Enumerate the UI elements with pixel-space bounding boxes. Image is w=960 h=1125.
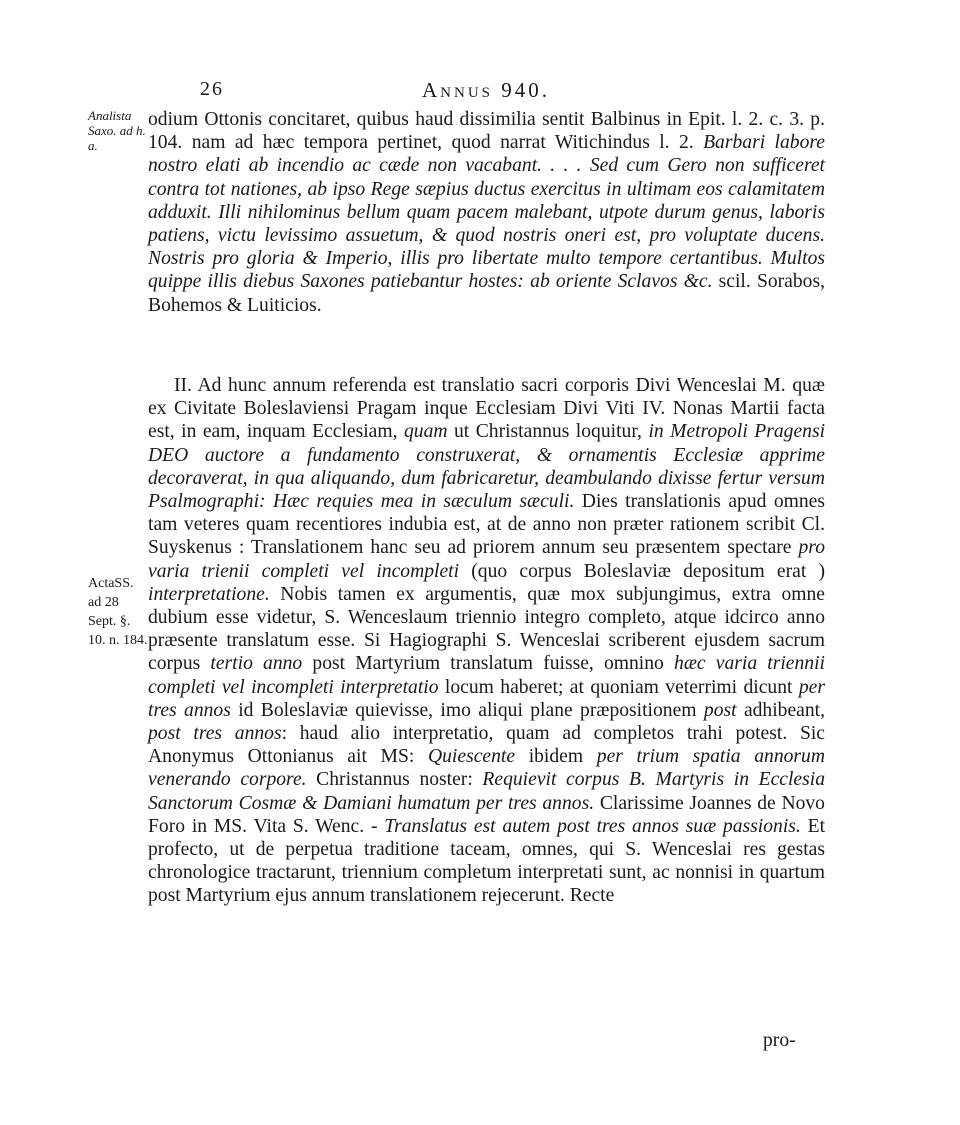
- italic-span: tertio anno: [210, 653, 303, 675]
- italic-span: Quiescente: [427, 746, 516, 768]
- text-span: ut Christannus loquitur,: [447, 421, 649, 443]
- text-span: (quo corpus Boleslaviæ depositum erat ): [459, 560, 825, 582]
- text-span: adhibeant,: [736, 699, 826, 721]
- text-span: scil. Sorabos, Bohemos & Luiticios.: [148, 271, 825, 316]
- page-header: [146, 78, 826, 108]
- italic-quote: Requievit corpus B. Martyris in Ecclesia Sanctorum Cosmæ & Damiani humatum per tres annos.: [148, 769, 825, 814]
- text-span: Nobis tamen ex argumentis, quæ mox subjungimus, extra omne dubium esse videtur, S. Wenceslaum triennio integro completo, atque idcirco anno præsente translatum esse. Si Hagiographi S. Wenceslai scriberent ejusdem sacrum corpus: [148, 583, 825, 675]
- paragraph-2: [148, 374, 825, 908]
- italic-span: hæc varia triennii completi vel incompleti interpretatio: [148, 653, 825, 698]
- italic-span: post: [703, 699, 737, 721]
- page-number: 26: [200, 78, 224, 100]
- text-span: : haud alio interpretatio, quam ad completos trahi potest. Sic Anonymus Ottonianus ait MS:: [148, 723, 825, 768]
- text-span: II. Ad hunc annum referenda est translatio sacri corporis Divi Wenceslai M. quæ ex Civitate Boleslaviensi Pragam inque Ecclesiam Divi Viti IV. Nonas Martii facta est, in eam, inquam Ecclesiam,: [148, 375, 825, 443]
- italic-span: per tres annos: [148, 676, 825, 721]
- text-span: Et profecto, ut de perpetua traditione taceam, omnes, qui S. Wenceslai res gestas chronologice tractarunt, triennium completum interpretati sunt, ac nonnisi in quartum post Martyrium ejus annum translationem rejecerunt. Recte: [148, 815, 826, 907]
- italic-span: post tres annos: [148, 723, 282, 745]
- text-span: Dies translationis apud omnes tam veteres quam recentiores indubia est, at de anno non præter rationem scribit Cl. Suyskenus : Translationem hanc seu ad priorem annum seu præsentem spectare: [148, 491, 826, 559]
- text-span: post Martyrium translatum fuisse, omnino: [302, 653, 675, 675]
- margin-note-acta: ActaSS. ad 28 Sept. §. 10. n. 184.: [88, 576, 148, 648]
- italic-quote: per trium spatia annorum venerando corpore.: [148, 746, 826, 791]
- italic-quote: Barbari labore nostro elati ab incendio ac cæde non vacabant. . . . Sed cum Gero non sufficeret contra tot nationes, ab ipso Rege sæpius ductus exercitus in ultimam eos calamitatem adduxit. Illi nihilominus bellum quam pacem malebant, utpote durum genus, laboris patiens, victu levissimo assuetum, & quod nostris oneri est, pro voluptate ducens. Nostris pro gloria & Imperio, illis pro libertate multo tempore certantibus. Multos quippe illis diebus Saxones patiebantur hostes: ab oriente Sclavos &c.: [148, 132, 825, 293]
- italic-span: quam: [403, 421, 448, 443]
- text-span: Clarissime Joannes de Novo Foro in MS. Vita S. Wenc. -: [148, 792, 825, 837]
- running-title: Annus 940.: [421, 78, 550, 102]
- text-span: locum haberet; at quoniam veterrimi dicunt: [438, 676, 799, 698]
- text-span: id Boleslaviæ quievisse, imo aliqui plane præpositionem: [230, 699, 704, 721]
- text-span: ibidem: [515, 746, 597, 768]
- catchword: pro-: [763, 1030, 796, 1051]
- margin-note-analista: Analista Saxo. ad h. a.: [88, 108, 146, 153]
- text-span: Christannus noster:: [306, 769, 483, 791]
- italic-quote: in Metropoli Pragensi DEO auctore a fundamento construxerat, & ornamentis Ecclesiæ apprime decoraverat, in qua aliquando, dum fabricaretur, deambulando dixisse fertur versum Psalmographi: Hæc requies mea in sæculum sæculi.: [148, 421, 826, 513]
- italic-span: pro varia trienii completi vel incompleti: [148, 537, 825, 582]
- text-span: odium Ottonis concitaret, quibus haud dissimilia sentit Balbinus in Epit. l. 2. c. 3. p. 104. nam ad hæc tempora pertinet, quod narrat Witichindus l. 2.: [148, 109, 825, 154]
- italic-quote: Translatus est autem post tres annos suæ passionis.: [384, 815, 801, 837]
- italic-span: interpretatione.: [148, 583, 270, 605]
- paragraph-1: [148, 108, 825, 317]
